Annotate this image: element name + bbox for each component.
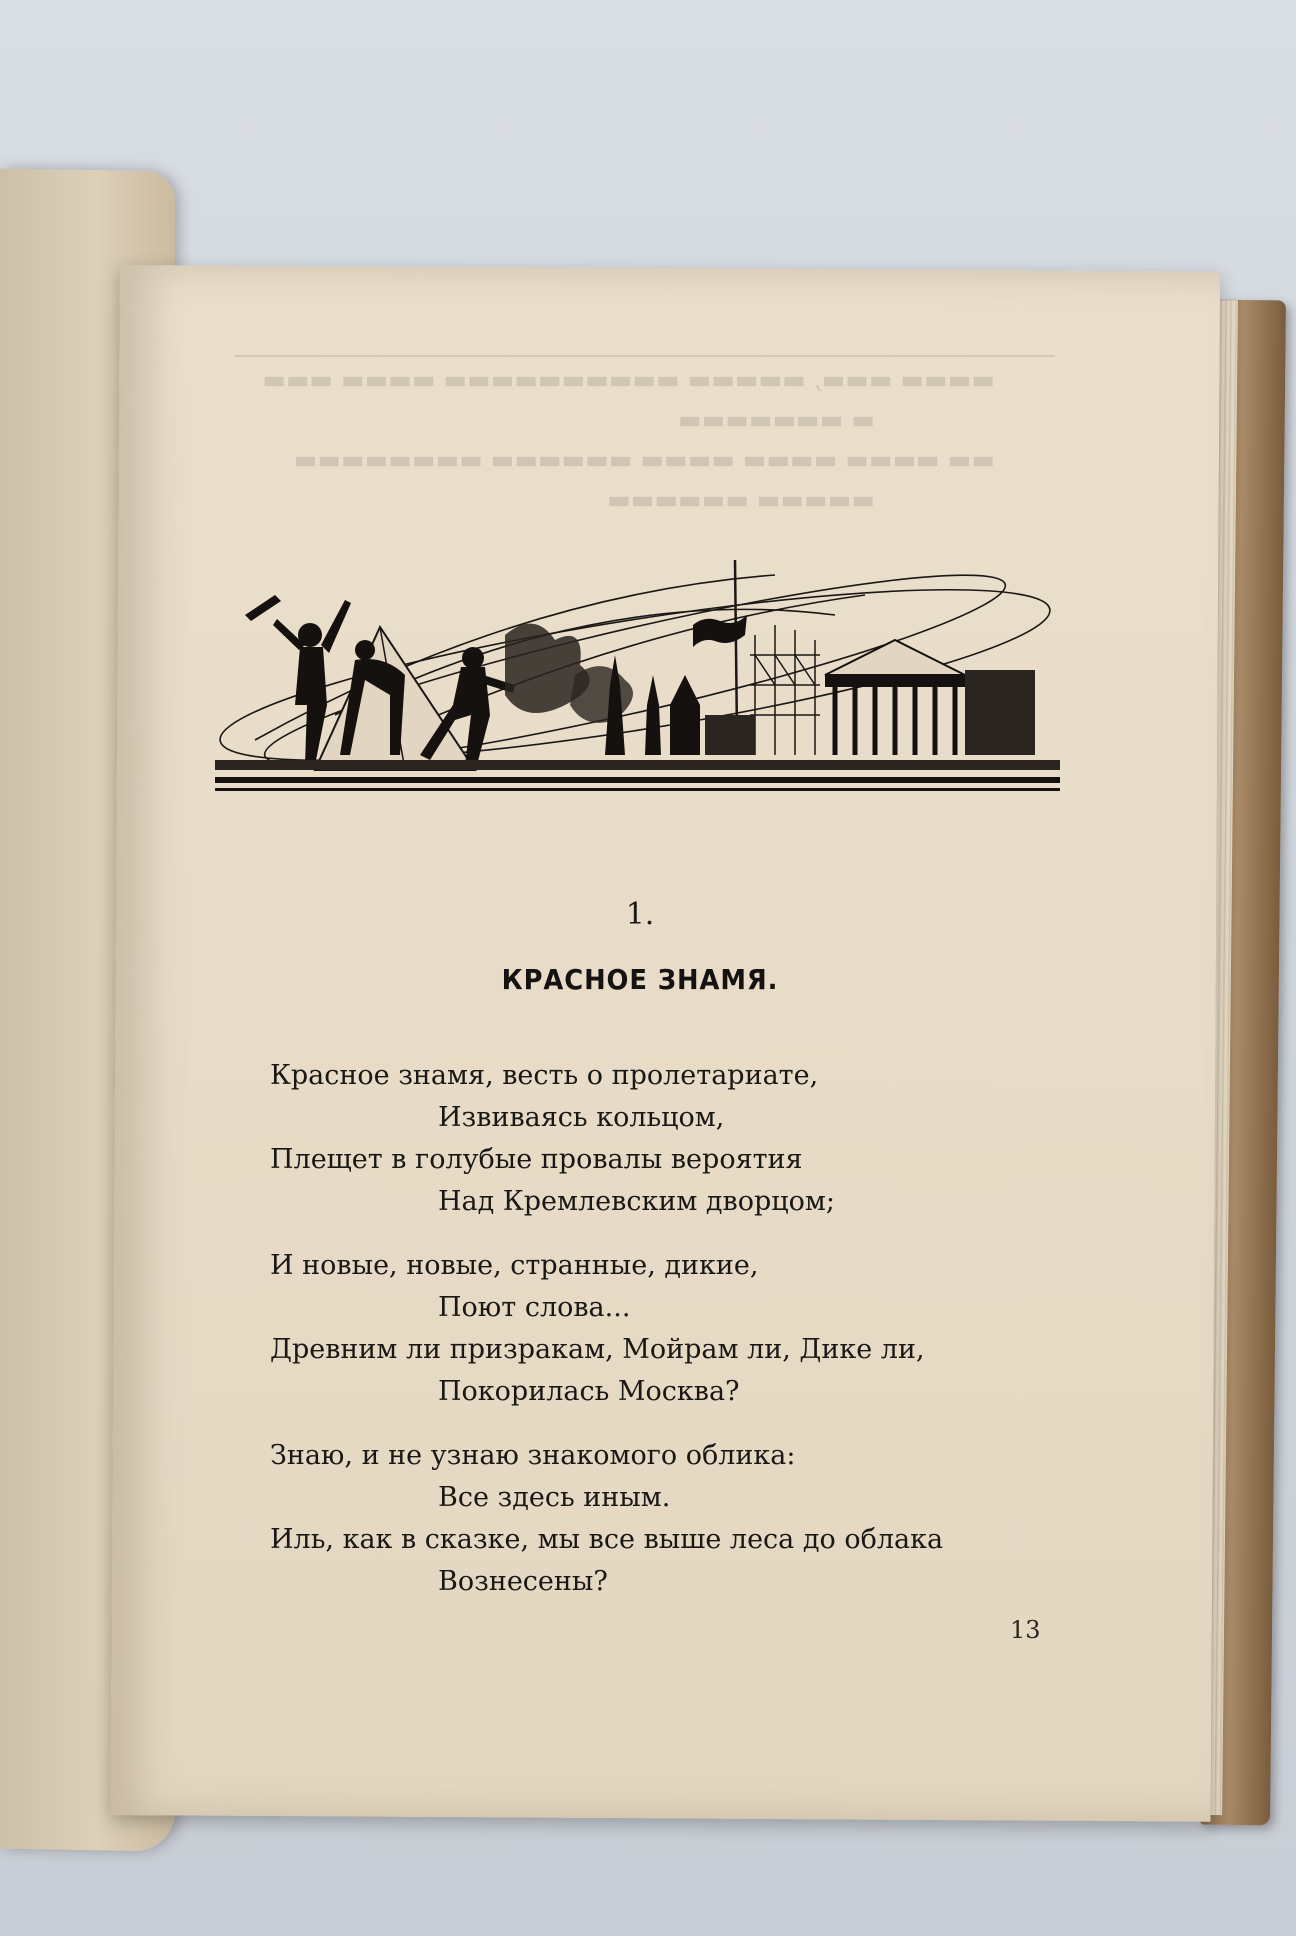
poem-line: И новые, новые, странные, дикие,: [270, 1250, 759, 1281]
poem-line: Вознесены?: [438, 1566, 608, 1597]
vignette-illustration: [215, 555, 1060, 815]
poem-line: Древним ли призракам, Мойрам ли, Дике ли,: [270, 1334, 925, 1365]
show-through-rule: [235, 355, 1055, 357]
section-number: 1.: [625, 897, 655, 932]
poem-line: Покорилась Москва?: [438, 1376, 740, 1407]
poem-line: Все здесь иным.: [438, 1482, 671, 1513]
page-number: 13: [1010, 1616, 1041, 1644]
poem-line: Знаю, и не узнаю знакомого облика:: [270, 1440, 796, 1471]
stanza: [270, 1435, 1050, 1603]
poem-title: КРАСНОЕ ЗНАМЯ.: [501, 963, 779, 996]
poem-line: Плещет в голубые провалы вероятия: [270, 1144, 803, 1175]
show-through-text: ▬▬▬▬ ▬▬▬, ▬▬▬▬▬ ▬▬▬▬▬▬▬▬▬▬ ▬▬▬▬ ▬▬▬ ▬ ▬▬▬▬▬▬▬ ▬▬ ▬▬▬▬ ▬▬▬▬ ▬▬▬▬ ▬▬▬▬▬▬ ▬▬▬▬▬▬▬▬ ▬▬▬▬▬ ▬▬▬▬▬▬: [262, 365, 995, 514]
stanza: [270, 1245, 1050, 1413]
poem-line: Поют слова...: [438, 1292, 631, 1323]
poem-line: Над Кремлевским дворцом;: [438, 1186, 835, 1217]
poem-line: Иль, как в сказке, мы все выше леса до облака: [270, 1524, 944, 1555]
poem-line: Извиваясь кольцом,: [438, 1102, 725, 1133]
poem-text: [270, 1055, 1050, 1625]
stanza: [270, 1055, 1050, 1223]
poem-line: Красное знамя, весть о пролетариате,: [270, 1060, 819, 1091]
